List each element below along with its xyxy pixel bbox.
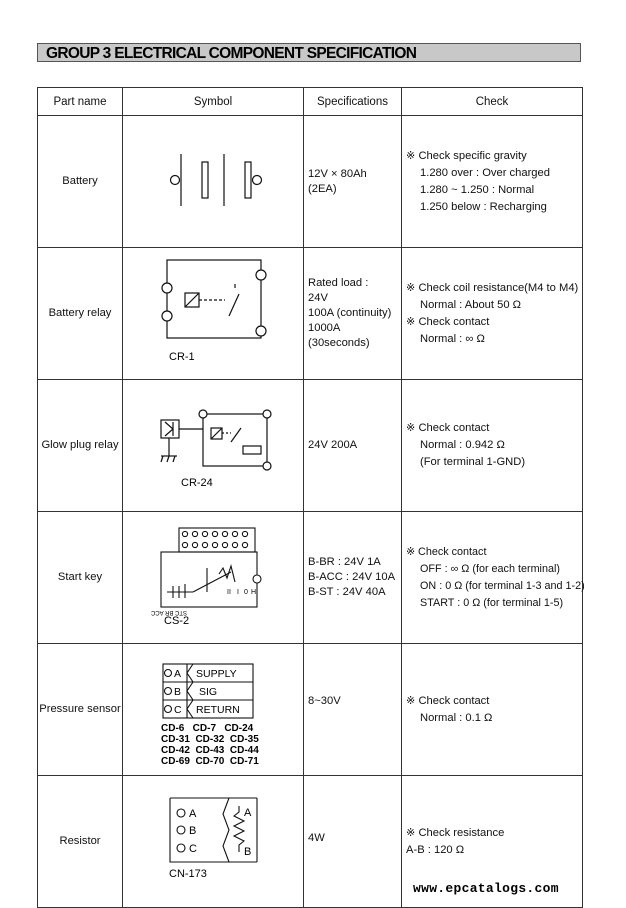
table-row [38, 512, 583, 644]
check: ※ Check contact Normal : 0.942 Ω (For terminal 1-GND) [402, 380, 583, 512]
spec-table [37, 87, 583, 908]
res-pin-a: A [189, 808, 197, 820]
key-pos-ii: II [227, 589, 231, 596]
part-name: Start key [38, 512, 123, 644]
connector-codes: CD-6 CD-7 CD-24 [161, 723, 254, 734]
specifications: 8~30V [304, 644, 402, 776]
pressure-sensor-symbol [123, 644, 304, 776]
glow-relay-symbol [123, 380, 304, 512]
header-check: Check [402, 88, 583, 116]
check: ※ Check coil resistance(M4 to M4) Normal : About 50 Ω ※ Check contact Normal : ∞ Ω [402, 248, 583, 380]
start-key-label: CS-2 [164, 615, 190, 627]
glow-relay-drawing [123, 380, 303, 508]
table-row [38, 644, 583, 776]
terminal-labels: STC BR ACC [150, 609, 187, 615]
check: ※ Check contact OFF : ∞ Ω (for each terminal) ON : 0 Ω (for terminal 1-3 and 1-2) START : 0 Ω (for terminal 1-5) [402, 512, 583, 644]
table-row [38, 116, 583, 248]
connector-codes: CD-42 CD-43 CD-44 [161, 745, 259, 756]
check: ※ Check resistance A-B : 120 Ω [402, 776, 583, 908]
title-bar [37, 43, 581, 62]
specifications: 24V 200A [304, 380, 402, 512]
header-row [38, 88, 583, 116]
part-name: Battery relay [38, 248, 123, 380]
sig-sig: SIG [199, 686, 218, 698]
header-part-name: Part name [38, 88, 123, 116]
pressure-sensor-drawing [123, 644, 303, 772]
res-pin-c: C [189, 843, 197, 855]
table-row [38, 380, 583, 512]
battery-symbol [123, 116, 304, 248]
pin-c: C [174, 704, 182, 716]
pin-b: B [174, 686, 182, 698]
glow-relay-label: CR-24 [181, 477, 213, 489]
check: ※ Check specific gravity 1.280 over : Over charged 1.280 ~ 1.250 : Normal 1.250 below : Recharging [402, 116, 583, 248]
header-specifications: Specifications [304, 88, 402, 116]
part-name: Battery [38, 116, 123, 248]
specifications: B-BR : 24V 1A B-ACC : 24V 10A B-ST : 24V 40A [304, 512, 402, 644]
res-end-b: B [244, 846, 252, 858]
table-row [38, 248, 583, 380]
resistor-symbol [123, 776, 304, 908]
page-title: GROUP 3 ELECTRICAL COMPONENT SPECIFICATION [46, 45, 417, 62]
watermark: www.epcatalogs.com [413, 881, 559, 896]
pin-a: A [174, 668, 182, 680]
resistor-drawing [123, 776, 303, 904]
start-key-drawing [123, 512, 303, 640]
start-key-symbol [123, 512, 304, 644]
header-symbol: Symbol [123, 88, 304, 116]
relay-symbol-drawing [123, 248, 303, 376]
sig-supply: SUPPLY [196, 668, 237, 680]
sig-return: RETURN [196, 704, 240, 716]
battery-relay-symbol [123, 248, 304, 380]
specifications: Rated load : 24V 100A (continuity) 1000A (30seconds) [304, 248, 402, 380]
key-pos-i: I [237, 589, 239, 596]
key-pos-h: H [251, 589, 257, 596]
relay-label: CR-1 [169, 351, 195, 363]
part-name: Pressure sensor [38, 644, 123, 776]
res-end-a: A [244, 807, 252, 819]
specifications: 12V × 80Ah (2EA) [304, 116, 402, 248]
connector-codes: CD-69 CD-70 CD-71 [161, 756, 259, 767]
battery-symbol-drawing [123, 116, 303, 244]
res-pin-b: B [189, 825, 197, 837]
connector-codes: CD-31 CD-32 CD-35 [161, 734, 259, 745]
check: ※ Check contact Normal : 0.1 Ω [402, 644, 583, 776]
part-name: Glow plug relay [38, 380, 123, 512]
specifications: 4W [304, 776, 402, 908]
key-pos-0: 0 [244, 589, 248, 596]
part-name: Resistor [38, 776, 123, 908]
resistor-label: CN-173 [169, 868, 207, 880]
